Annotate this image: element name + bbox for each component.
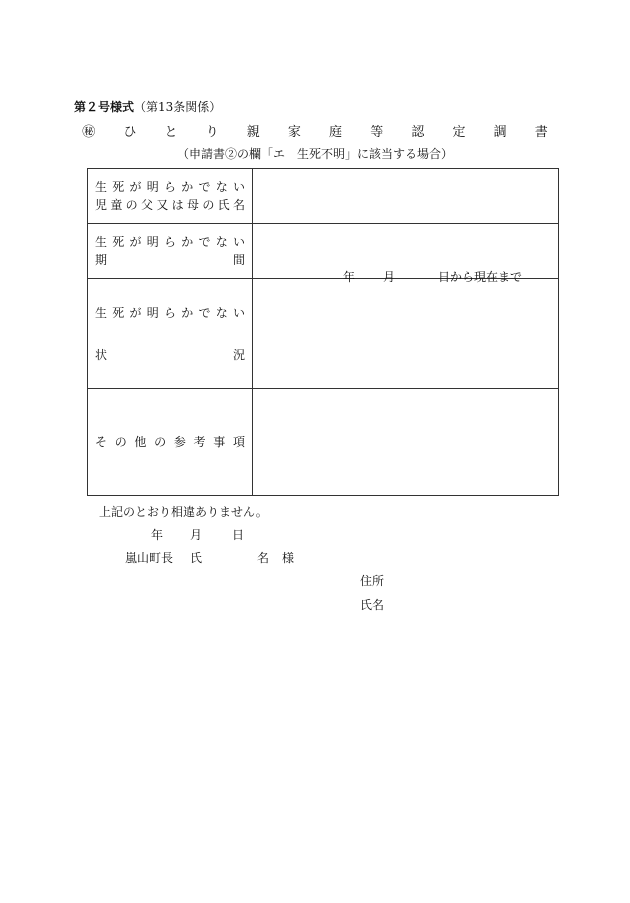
table-row-other-notes	[88, 389, 559, 496]
missing-period-field[interactable]	[253, 224, 559, 284]
form-number: 第２号様式（第13条関係）	[74, 100, 222, 114]
row-label: 生死が明らかでない 期 間	[88, 224, 253, 279]
addressee-surname-label: 氏	[190, 551, 203, 565]
table-row-parent-name	[88, 169, 559, 224]
table-row-missing-situation	[88, 279, 559, 389]
parent-name-field[interactable]	[253, 169, 559, 224]
period-year-label: 年	[343, 270, 356, 284]
other-notes-field[interactable]	[253, 389, 559, 496]
period-day-label: 日から現在まで	[438, 270, 523, 284]
date-year-label: 年	[151, 528, 164, 542]
row-label: 生死が明らかでない 児童の父又は母の氏名	[88, 169, 253, 224]
missing-situation-field[interactable]	[253, 279, 559, 389]
declaration-statement: 上記のとおり相違ありません。	[99, 505, 268, 519]
table-row-missing-period	[88, 224, 559, 279]
row-label: その他の参考事項	[88, 389, 253, 496]
address-label: 住所	[360, 574, 385, 588]
addressee: 嵐山町長	[125, 551, 174, 565]
certification-table	[87, 168, 559, 496]
row-label: 生死が明らかでない 状 況	[88, 279, 253, 389]
name-label: 氏名	[360, 598, 385, 612]
addressee-honorific: 様	[282, 551, 295, 565]
date-month-label: 月	[190, 528, 203, 542]
document-subtitle: （申請書②の欄「エ 生死不明」に該当する場合）	[176, 147, 453, 161]
addressee-given-label: 名	[257, 551, 270, 565]
period-month-label: 月	[383, 270, 396, 284]
form-relation: （第13条関係）	[134, 100, 222, 114]
date-day-label: 日	[232, 528, 245, 542]
document-title: ㊙ ひ と り 親 家 庭 等 認 定 調 書	[82, 125, 560, 140]
